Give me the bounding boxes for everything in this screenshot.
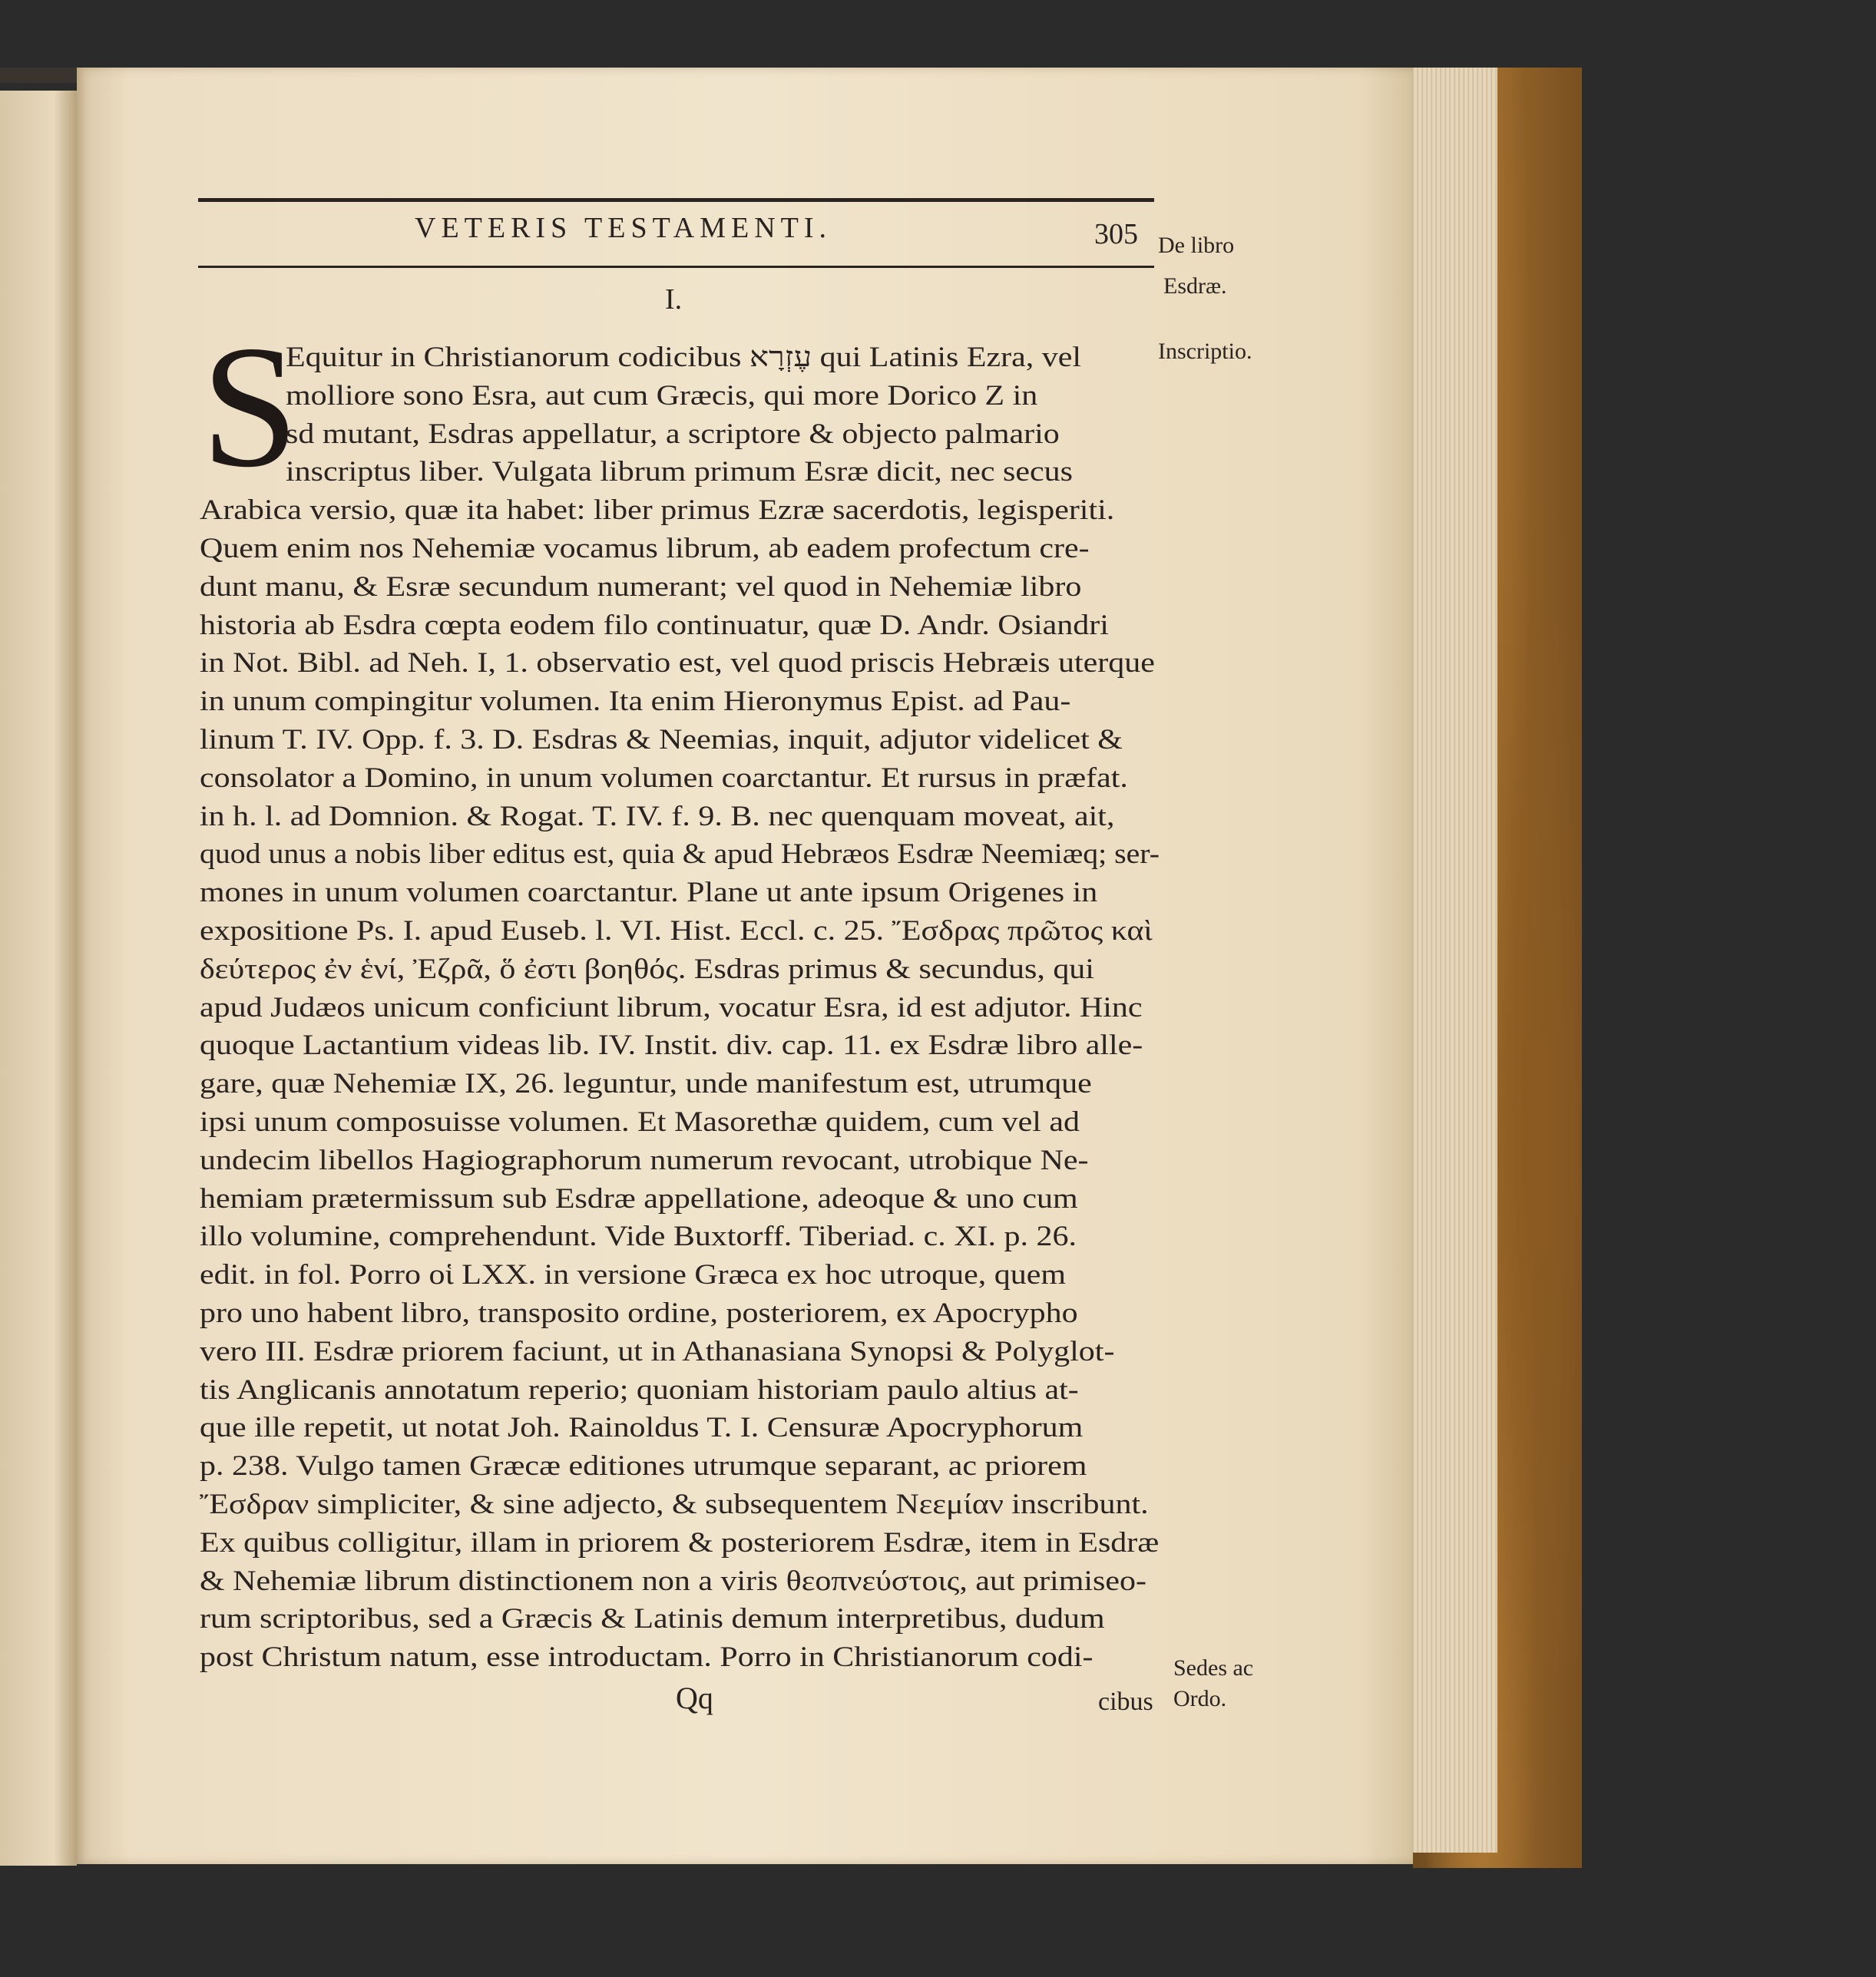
text-line: Ἔσδραν simpliciter, & sine adjecto, & subsequentem Νεεμίαν inscribunt. bbox=[200, 1487, 1149, 1519]
text-line: mones in unum volumen coarctantur. Plane ut ante ipsum Origenes in bbox=[200, 876, 1098, 908]
text-line: in h. l. ad Domnion. & Rogat. T. IV. f. 9. B. nec quenquam moveat, ait, bbox=[200, 799, 1115, 831]
text-line: Equitur in Christianorum codicibus עֶזְרָא qui Latinis Ezra, vel bbox=[286, 341, 1082, 372]
text-line: in Not. Bibl. ad Neh. I, 1. observatio est, vel quod priscis Hebræis uterque bbox=[200, 646, 1155, 679]
signature-mark: Qq bbox=[676, 1681, 713, 1715]
margin-note-esdrae: Esdræ. bbox=[1163, 273, 1227, 299]
text-line: pro uno habent libro, transposito ordine, posteriorem, ex Apocrypho bbox=[200, 1296, 1078, 1328]
body-text bbox=[200, 310, 1160, 1676]
text-line: hemiam prætermissum sub Esdræ appellatione, adeoque & uno cum bbox=[200, 1182, 1078, 1214]
text-line: Quem enim nos Nehemiæ vocamus librum, ab eadem profectum cre- bbox=[200, 531, 1090, 564]
text-line: in unum compingitur volumen. Ita enim Hieronymus Epist. ad Pau- bbox=[200, 685, 1071, 717]
header-rule-bottom bbox=[198, 266, 1154, 268]
text-line: que ille repetit, ut notat Joh. Rainoldus T. I. Censuræ Apocryphorum bbox=[200, 1411, 1084, 1443]
running-head: VETERIS TESTAMENTI. bbox=[415, 212, 832, 244]
text-line: apud Judæos unicum conficiunt librum, vocatur Esra, id est adjutor. Hinc bbox=[200, 990, 1143, 1023]
text-line: Arabica versio, quæ ita habet: liber primus Ezræ sacerdotis, legisperiti. bbox=[200, 494, 1115, 526]
section-number: I. bbox=[665, 283, 683, 316]
text-line: linum T. IV. Opp. f. 3. D. Esdras & Neemias, inquit, adjutor videlicet & bbox=[200, 722, 1123, 755]
text-line: post Christum natum, esse introductam. Porro in Christianorum codi- bbox=[200, 1641, 1094, 1673]
text-line: quod unus a nobis liber editus est, quia & apud Hebræos Esdræ Neemiæq; ser- bbox=[200, 838, 1160, 870]
text-line: δεύτερος ἐν ἑνί, Ἐζρᾶ, ὅ ἐστι βοηθός. Esdras primus & secundus, qui bbox=[200, 952, 1094, 984]
text-line: gare, quæ Nehemiæ IX, 26. leguntur, unde manifestum est, utrumque bbox=[200, 1067, 1092, 1099]
text-line: consolator a Domino, in unum volumen coarctantur. Et rursus in præfat. bbox=[200, 761, 1128, 793]
catchword: cibus bbox=[1098, 1688, 1153, 1716]
margin-note-inscriptio: Inscriptio. bbox=[1158, 339, 1252, 364]
text-line: undecim libellos Hagiographorum numerum revocant, utrobique Ne- bbox=[200, 1143, 1089, 1175]
margin-note-sedes-ac: Sedes ac bbox=[1173, 1655, 1254, 1681]
text-line: Ex quibus colligitur, illam in priorem & posteriorem Esdræ, item in Esdræ bbox=[200, 1526, 1160, 1558]
text-line: vero III. Esdræ priorem faciunt, ut in Athanasiana Synopsi & Polyglot- bbox=[200, 1334, 1115, 1367]
margin-note-de-libro: De libro bbox=[1158, 233, 1235, 258]
text-line: ipsi unum composuisse volumen. Et Masorethæ quidem, cum vel ad bbox=[200, 1105, 1080, 1137]
text-line: molliore sono Esra, aut cum Græcis, qui more Dorico Z in bbox=[286, 379, 1038, 411]
left-facing-page bbox=[0, 91, 77, 1866]
text-line: rum scriptoribus, sed a Græcis & Latinis demum interpretibus, dudum bbox=[200, 1602, 1105, 1635]
text-line: edit. in fol. Porro οἱ LXX. in versione Græca ex hoc utroque, quem bbox=[200, 1258, 1067, 1291]
text-line: tis Anglicanis annotatum reperio; quoniam historiam paulo altius at- bbox=[200, 1373, 1079, 1405]
page-number: 305 bbox=[1094, 218, 1138, 250]
text-line: expositione Ps. I. apud Euseb. l. VI. Hist. Eccl. c. 25. Ἔσδρας πρῶτος καὶ bbox=[200, 914, 1153, 946]
margin-note-ordo: Ordo. bbox=[1173, 1686, 1227, 1711]
drop-cap: S bbox=[201, 310, 299, 504]
text-line: historia ab Esdra cœpta eodem filo continuatur, quæ D. Andr. Osiandri bbox=[200, 608, 1109, 640]
text-line: quoque Lactantium videas lib. IV. Instit. div. cap. 11. ex Esdræ libro alle- bbox=[200, 1029, 1143, 1061]
text-line: sd mutant, Esdras appellatur, a scriptore & objecto palmario bbox=[286, 417, 1060, 449]
text-line: p. 238. Vulgo tamen Græcæ editiones utrumque separant, ac priorem bbox=[200, 1450, 1087, 1482]
header-rule-top bbox=[198, 198, 1154, 202]
text-line: inscriptus liber. Vulgata librum primum Esræ dicit, nec secus bbox=[286, 455, 1073, 488]
page-edges bbox=[1405, 68, 1497, 1853]
text-line: dunt manu, & Esræ secundum numerant; vel quod in Nehemiæ libro bbox=[200, 570, 1082, 602]
text-line: & Nehemiæ librum distinctionem non a viris θεοπνεύστοις, aut primiseo- bbox=[200, 1564, 1146, 1596]
text-line: illo volumine, comprehendunt. Vide Buxtorff. Tiberiad. c. XI. p. 26. bbox=[200, 1220, 1077, 1252]
